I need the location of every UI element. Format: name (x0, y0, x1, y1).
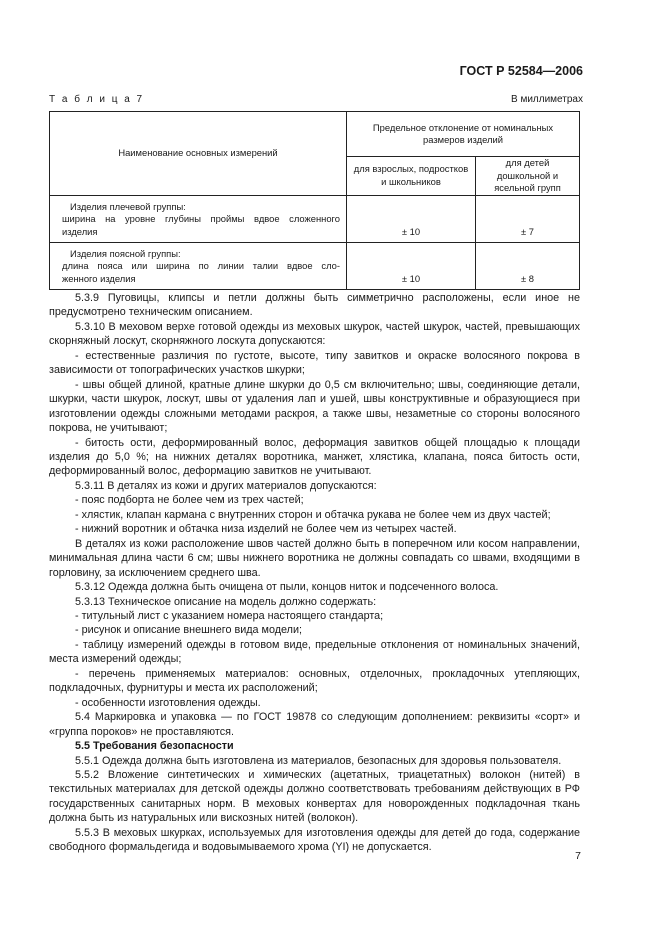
document-body (49, 291, 580, 855)
row-value-children: ± 8 (476, 242, 580, 289)
list-item: - швы общей длиной, кратные длине шкурки до 0,5 см включительно; швы, соединяющие детали, шкурки, части шкурок, лоскут, швы от удаления лап и ушей, швы конструктивные и образующиеся при изготовлении одежды сложными методами раскроя, а также швы, незаметные со стороны волосяного покрова, не учитывают; (49, 378, 580, 435)
row-value-adults: ± 10 (347, 242, 476, 289)
clause-5-5-3: 5.5.3 В меховых шкурках, используемых для изготовления одежды для детей до года, содержание свободного формальдегида и водовымываемого хрома (YI) не допускается. (49, 826, 580, 854)
clause-5-3-10: 5.3.10 В меховом верхе готовой одежды из меховых шкурок, частей шкурок, частей, превышающих скорняжный лоскут, скорняжного лоскута допускаются: (49, 320, 580, 348)
list-item: - нижний воротник и обтачка низа изделий не более чем из четырех частей. (75, 523, 457, 536)
list-item: - особенности изготовления одежды. (75, 696, 261, 709)
list-item: - перечень применяемых материалов: основных, отделочных, прокладочных утепляющих, подкладочных, фурнитуры и места их расположений; (49, 667, 580, 695)
col-header-name: Наименование основных измерений (50, 112, 347, 196)
clause-5-3-13: 5.3.13 Техническое описание на модель должно содержать: (75, 595, 377, 608)
row-value-adults: ± 10 (347, 195, 476, 242)
row-measure-text: ширина на уровне глубины проймы вдвое сложенного (62, 213, 340, 224)
col-header-adults: для взрослых, подростков и школьников (347, 157, 476, 196)
table-row (50, 195, 580, 242)
list-item: - таблицу измерений одежды в готовом виде, предельные отклонения от номинальных значений, места измерений одежды; (49, 638, 580, 666)
clause-5-5-1: 5.5.1 Одежда должна быть изготовлена из материалов, безопасных для здоровья пользователя. (75, 754, 562, 767)
list-item: - хлястик, клапан кармана с внутренних сторон и обтачка рукава не более чем из двух частей; (75, 508, 551, 521)
clause-5-3-12: 5.3.12 Одежда должна быть очищена от пыли, концов ниток и подсеченного волоса. (75, 581, 499, 594)
clause-5-5-2: 5.5.2 Вложение синтетических и химических (ацетатных, триацетатных) волокон (нитей) в текстильных материалах для детской одежды должно соответствовать требованиям действующих в РФ государственных санитарных норм. В меховых конвертах для новорожденных подкладочная ткань должна быть из натуральных или вискозных нитей (волокон). (49, 768, 580, 825)
row-measure-text: женного изделия (62, 272, 136, 284)
row-measure-text: длина пояса или ширина по линии талии вдвое сло- (62, 260, 340, 271)
list-item: - естественные различия по густоте, высоте, типу завитков и окраске волосяного покрова в зависимости от топографических участков шкурки; (49, 349, 580, 377)
row-group-label: Изделия плечевой группы: (70, 200, 186, 212)
list-item: - битость ости, деформированный волос, деформация завитков общей площадью к площади изделия до 5,0 %; на нижних деталях воротника, манжет, хлястика, клапана, пояса битость ости, деформированный волос, деформацию завитков не учитывают. (49, 436, 580, 478)
table-caption: Т а б л и ц а 7 (49, 94, 145, 105)
document-header: ГОСТ Р 52584—2006 (459, 64, 583, 78)
table-unit: В миллиметрах (511, 94, 583, 105)
row-measure-text: изделия (62, 225, 98, 237)
list-item: - титульный лист с указанием номера настоящего стандарта; (75, 609, 384, 622)
table-row (50, 242, 580, 289)
clause-5-3-9: 5.3.9 Пуговицы, клипсы и петли должны быть симметрично расположены, если иное не предусмотрено техническим описанием. (49, 292, 580, 319)
row-value-children: ± 7 (476, 195, 580, 242)
paragraph: В деталях из кожи расположение швов частей должно быть в поперечном или косом направлении, минимальная длина части 6 см; швы нижнего воротника не должны совпадать со швами, входящими в горловину, за исключением среднего шва. (49, 537, 580, 579)
list-item: - рисунок и описание внешнего вида модели; (75, 624, 303, 637)
list-item: - пояс подборта не более чем из трех частей; (75, 494, 304, 507)
row-group-label: Изделия поясной группы: (70, 247, 181, 259)
col-header-children: для детей дошкольной и ясельной групп (476, 157, 580, 196)
row-name-cell (50, 242, 347, 289)
page-number: 7 (575, 850, 581, 862)
col-header-group: Предельное отклонение от номинальных размеров изделий (347, 112, 580, 157)
measurements-table (49, 111, 580, 290)
row-name-cell (50, 195, 347, 242)
section-heading: 5.5 Требования безопасности (75, 740, 234, 753)
clause-5-3-11: 5.3.11 В деталях из кожи и других материалов допускаются: (75, 479, 377, 492)
clause-5-4: 5.4 Маркировка и упаковка — по ГОСТ 19878 со следующим дополнением: реквизиты «сорт» и «группа пороков» не проставляются. (49, 711, 580, 738)
